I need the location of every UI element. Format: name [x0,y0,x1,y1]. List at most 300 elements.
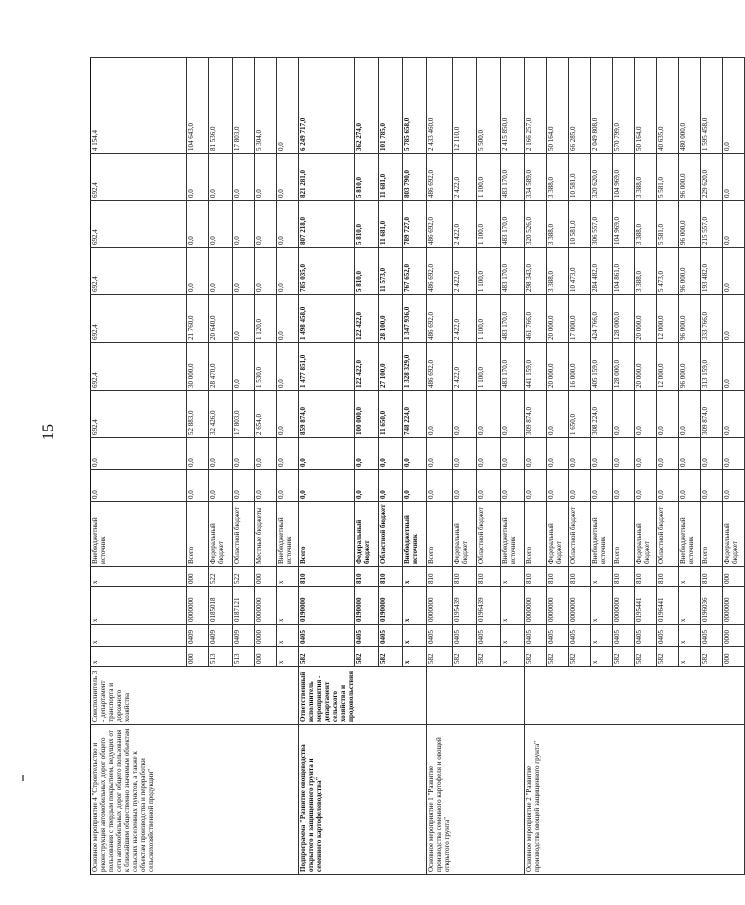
amount-cell: 2 049 808,0 [591,58,613,154]
amount-cell: 11 573,0 [379,248,403,295]
amount-cell: 0,0 [613,470,635,502]
amount-cell: 486 692,0 [427,295,453,343]
code-cell: 000 [187,647,209,667]
code-cell: 810 [657,567,679,587]
amount-cell: 0,0 [379,470,403,502]
amount-cell: 1 100,0 [477,154,501,201]
amount-cell: 52 883,0 [187,391,209,438]
amount-cell: 483 170,0 [501,295,525,343]
amount-cell: 320 620,0 [591,154,613,201]
amount-cell: 0,0 [233,201,255,248]
code-cell: 0405 [701,625,723,647]
source-cell: Областной бюджет [477,502,501,567]
table-body [91,58,745,875]
code-cell: 0000000 [613,587,635,625]
source-cell: Внебюджетный источник [403,502,427,567]
source-cell: Областной бюджет [233,502,255,567]
amount-cell: 2 422,0 [453,248,477,295]
code-cell: х [679,567,701,587]
amount-cell: 0,0 [635,391,657,438]
amount-cell: 0,0 [427,391,453,438]
amount-cell: 0,0 [591,470,613,502]
amount-cell: 28 100,0 [379,295,403,343]
amount-cell: 0,0 [723,154,745,201]
amount-cell: 767 652,0 [403,248,427,295]
code-cell: х [91,587,187,625]
code-cell: 0000000 [569,587,591,625]
source-cell: Внебюджетный источник [501,502,525,567]
source-cell: Федеральный бюджет [355,502,379,567]
code-cell: 0000000 [427,587,453,625]
code-cell: 0405 [477,625,501,647]
amount-cell: 5 785 658,0 [403,58,427,154]
code-cell: 582 [635,647,657,667]
code-cell: 0405 [657,625,679,647]
code-cell: 522 [209,567,233,587]
amount-cell: 81 536,0 [209,58,233,154]
code-cell: 000 [255,647,277,667]
amount-cell: 128 000,0 [613,343,635,391]
amount-cell: 3 388,0 [635,201,657,248]
source-cell: Местные бюджеты [255,502,277,567]
source-cell: Всего [613,502,635,567]
code-cell: х [91,647,187,667]
amount-cell: 0,0 [635,470,657,502]
amount-cell: 0,0 [277,470,299,502]
amount-cell: 0,0 [723,58,745,154]
amount-cell: 2 422,0 [453,201,477,248]
amount-cell: 3 388,0 [635,154,657,201]
amount-cell: 6 249 717,0 [299,58,355,154]
amount-cell: 0,0 [723,248,745,295]
amount-cell: 0,0 [453,391,477,438]
amount-cell: 101 785,0 [379,58,403,154]
page-number: 15 [40,424,57,440]
code-cell: 582 [547,647,569,667]
amount-cell: 0,0 [657,470,679,502]
amount-cell: 483 170,0 [501,343,525,391]
amount-cell: 50 164,0 [547,58,569,154]
amount-cell: 12 000,0 [657,343,679,391]
amount-cell: 692,4 [91,391,187,438]
code-cell: 810 [427,567,453,587]
amount-cell: 0,0 [427,438,453,470]
code-cell: 0405 [427,625,453,647]
amount-cell: 483 170,0 [501,248,525,295]
amount-cell: 0,0 [209,470,233,502]
code-cell: 810 [525,567,547,587]
amount-cell: 284 482,0 [591,248,613,295]
amount-cell: 2 415 850,0 [501,58,525,154]
amount-cell: 0,0 [477,391,501,438]
source-cell: Внебюджетный источник [679,502,701,567]
amount-cell: 0,0 [477,438,501,470]
amount-cell: 0,0 [355,438,379,470]
source-cell: Федеральный бюджет [209,502,233,567]
code-cell: х [591,567,613,587]
amount-cell: 2 433 460,0 [427,58,453,154]
amount-cell: 692,4 [91,201,187,248]
amount-cell: 17 803,0 [233,58,255,154]
source-cell: Областной бюджет [569,502,591,567]
amount-cell: 3 388,0 [547,201,569,248]
amount-cell: 0,0 [701,438,723,470]
code-cell: х [501,647,525,667]
code-cell: 0405 [547,625,569,647]
amount-cell: 0,0 [233,343,255,391]
amount-cell: 0,0 [255,154,277,201]
table-row [299,58,355,875]
amount-cell: 313 159,0 [701,343,723,391]
amount-cell: 104 969,0 [613,201,635,248]
amount-cell: 11 681,0 [379,154,403,201]
amount-cell: 486 692,0 [427,343,453,391]
amount-cell: 0,0 [255,201,277,248]
executor-cell: Ответственный исполнитель мероприятия - департамент сельского хозяйства и продовольствия [299,667,427,725]
amount-cell: 2 422,0 [453,295,477,343]
code-cell: 582 [569,647,591,667]
amount-cell: 5 473,0 [657,248,679,295]
amount-cell: 0,0 [635,438,657,470]
code-cell: 0195439 [453,587,477,625]
amount-cell: 0,0 [613,438,635,470]
program-name-cell: Основное мероприятие 1 "Развитие производства семенного картофеля и овощей открытого грунта" [427,725,525,875]
code-cell: х [679,647,701,667]
amount-cell: 0,0 [501,470,525,502]
amount-cell: 20 000,0 [635,295,657,343]
amount-cell: 0,0 [233,438,255,470]
amount-cell: 441 159,0 [525,343,547,391]
rotated-table-wrapper [90,58,739,875]
code-cell: 0190000 [355,587,379,625]
code-cell: х [679,587,701,625]
amount-cell: 362 274,0 [355,58,379,154]
amount-cell: 2 166 257,0 [525,58,547,154]
amount-cell: 748 224,0 [403,391,427,438]
amount-cell: 789 727,0 [403,201,427,248]
code-cell: 0187121 [233,587,255,625]
amount-cell: 0,0 [477,470,501,502]
amount-cell: 10 473,0 [569,248,591,295]
amount-cell: 1 100,0 [477,248,501,295]
amount-cell: 2 422,0 [453,343,477,391]
amount-cell: 0,0 [355,470,379,502]
code-cell: 810 [547,567,569,587]
amount-cell: 483 170,0 [501,154,525,201]
code-cell: 0405 [569,625,591,647]
amount-cell: 0,0 [501,438,525,470]
amount-cell: 104 861,0 [613,248,635,295]
amount-cell: 122 422,0 [355,343,379,391]
amount-cell: 0,0 [569,438,591,470]
amount-cell: 4 154,4 [91,58,187,154]
amount-cell: 0,0 [569,470,591,502]
amount-cell: 96 000,0 [679,248,701,295]
source-cell: Областной бюджет [657,502,679,567]
amount-cell: 30 000,0 [187,343,209,391]
amount-cell: 193 482,0 [701,248,723,295]
amount-cell: 0,0 [91,470,187,502]
amount-cell: 0,0 [299,438,355,470]
amount-cell: 2 654,0 [255,391,277,438]
code-cell: 582 [379,647,403,667]
amount-cell: 803 790,0 [403,154,427,201]
source-cell: Всего [427,502,453,567]
amount-cell: 486 692,0 [427,154,453,201]
code-cell: 0000 [723,625,745,647]
amount-cell: 5 500,0 [477,58,501,154]
code-cell: 0190000 [299,587,355,625]
amount-cell: 0,0 [233,248,255,295]
code-cell: 522 [233,567,255,587]
amount-cell: 96 000,0 [679,201,701,248]
table-row [427,58,453,875]
amount-cell: 483 170,0 [501,201,525,248]
code-cell: х [403,647,427,667]
code-cell: 0409 [209,625,233,647]
amount-cell: 1 498 458,0 [299,295,355,343]
amount-cell: 692,4 [91,343,187,391]
amount-cell: 0,0 [723,391,745,438]
amount-cell: 405 159,0 [591,343,613,391]
code-cell: 0405 [635,625,657,647]
amount-cell: 1 477 851,0 [299,343,355,391]
amount-cell: 20 000,0 [635,343,657,391]
amount-cell: 0,0 [591,438,613,470]
code-cell: 0196439 [477,587,501,625]
code-cell: х [679,625,701,647]
amount-cell: 0,0 [277,58,299,154]
source-cell: Внебюджетный источник [277,502,299,567]
source-cell: Внебюджетный источник [91,502,187,567]
amount-cell: 3 388,0 [635,248,657,295]
amount-cell: 0,0 [679,438,701,470]
amount-cell: 785 035,0 [299,248,355,295]
code-cell: 0000000 [547,587,569,625]
code-cell: х [91,625,187,647]
amount-cell: 0,0 [723,201,745,248]
amount-cell: 0,0 [723,295,745,343]
code-cell: 0196036 [701,587,723,625]
code-cell: 810 [613,567,635,587]
code-cell: 582 [701,647,723,667]
source-cell: Всего [525,502,547,567]
amount-cell: 0,0 [255,248,277,295]
amount-cell: 0,0 [277,295,299,343]
code-cell: х [277,647,299,667]
amount-cell: 0,0 [547,470,569,502]
amount-cell: 21 760,0 [187,295,209,343]
amount-cell: 27 100,0 [379,343,403,391]
amount-cell: 486 692,0 [427,248,453,295]
code-cell: 0190000 [379,587,403,625]
code-cell: х [277,625,299,647]
code-cell: 000 [255,567,277,587]
executor-cell [427,667,525,725]
amount-cell: 1 100,0 [477,201,501,248]
amount-cell: 0,0 [657,391,679,438]
code-cell: 810 [379,567,403,587]
amount-cell: 0,0 [723,470,745,502]
code-cell: 0409 [187,625,209,647]
amount-cell: 0,0 [453,438,477,470]
amount-cell: 17 803,0 [233,391,255,438]
code-cell: 582 [299,647,355,667]
amount-cell: 5 810,0 [355,201,379,248]
amount-cell: 1 120,0 [255,295,277,343]
amount-cell: 229 620,0 [701,154,723,201]
code-cell: 582 [613,647,635,667]
amount-cell: 1 530,0 [255,343,277,391]
source-cell: Федеральный бюджет [453,502,477,567]
amount-cell: 215 557,0 [701,201,723,248]
amount-cell: 461 766,0 [525,295,547,343]
table-row [91,58,187,875]
amount-cell: 50 164,0 [635,58,657,154]
amount-cell: 96 000,0 [679,295,701,343]
amount-cell: 692,4 [91,154,187,201]
amount-cell: 2 422,0 [453,154,477,201]
amount-cell: 0,0 [277,391,299,438]
amount-cell: 0,0 [613,391,635,438]
amount-cell: 309 874,0 [525,391,547,438]
amount-cell: 10 581,0 [569,154,591,201]
amount-cell: 0,0 [427,470,453,502]
amount-cell: 298 343,0 [525,248,547,295]
code-cell: 0405 [453,625,477,647]
amount-cell: 309 874,0 [701,391,723,438]
code-cell: 0000000 [187,587,209,625]
amount-cell: 320 526,0 [525,201,547,248]
amount-cell: 20 000,0 [547,343,569,391]
code-cell: 0185018 [209,587,233,625]
amount-cell: 0,0 [277,343,299,391]
code-cell: х [403,587,427,625]
amount-cell: 1 100,0 [477,343,501,391]
amount-cell: 0,0 [209,248,233,295]
amount-cell: 0,0 [277,248,299,295]
amount-cell: 0,0 [277,201,299,248]
scan-mark [22,775,24,781]
amount-cell: 5 810,0 [355,154,379,201]
amount-cell: 100 000,0 [355,391,379,438]
code-cell: 0000000 [723,587,745,625]
code-cell: 582 [525,647,547,667]
amount-cell: 859 874,0 [299,391,355,438]
budget-table [90,57,745,875]
code-cell: 0000 [255,625,277,647]
code-cell: х [591,647,613,667]
code-cell: 810 [453,567,477,587]
amount-cell: 306 557,0 [591,201,613,248]
code-cell: 810 [701,567,723,587]
code-cell: 810 [635,567,657,587]
code-cell: 810 [569,567,591,587]
code-cell: 0405 [525,625,547,647]
amount-cell: 570 799,0 [613,58,635,154]
code-cell: 000 [187,567,209,587]
amount-cell: 5 581,0 [657,154,679,201]
code-cell: 810 [355,567,379,587]
code-cell: 0405 [379,625,403,647]
code-cell: х [501,567,525,587]
amount-cell: 0,0 [255,470,277,502]
amount-cell: 0,0 [379,438,403,470]
amount-cell: 0,0 [723,438,745,470]
code-cell: 0000000 [255,587,277,625]
code-cell: 810 [477,567,501,587]
code-cell: х [501,625,525,647]
amount-cell: 0,0 [679,470,701,502]
amount-cell: 104 969,0 [613,154,635,201]
source-cell: Федеральный бюджет [723,502,745,567]
source-cell: Всего [187,502,209,567]
amount-cell: 0,0 [209,201,233,248]
source-cell: Всего [299,502,355,567]
code-cell: х [591,625,613,647]
amount-cell: 0,0 [209,154,233,201]
code-cell: х [403,625,427,647]
amount-cell: 0,0 [525,438,547,470]
program-name-cell: Подпрограмма "Развитие овощеводства открытого и защищенного грунта и семенного картофелеводства" [299,725,427,875]
amount-cell: 128 000,0 [613,295,635,343]
amount-cell: 5 810,0 [355,248,379,295]
amount-cell: 96 000,0 [679,154,701,201]
source-cell: Внебюджетный источник [591,502,613,567]
executor-cell [525,667,745,725]
amount-cell: 1 100,0 [477,295,501,343]
amount-cell: 692,4 [91,295,187,343]
amount-cell: 0,0 [679,391,701,438]
code-cell: х [91,567,187,587]
amount-cell: 0,0 [547,391,569,438]
amount-cell: 11 681,0 [379,201,403,248]
program-name-cell: Основное мероприятие 4 "Строительство и реконструкция автомобильных дорог общего пользования с твердым покрытием, ведущих от сети автомобильных дорог общего пользования к ближайшим общественно значимым объектам сельских населенных пунктов, а также к объектам производства и переработки сельскохозяйственной продукции" [91,725,299,875]
code-cell: 582 [355,647,379,667]
amount-cell: 0,0 [277,438,299,470]
amount-cell: 32 426,0 [209,391,233,438]
code-cell: 582 [427,647,453,667]
amount-cell: 480 000,0 [679,58,701,154]
amount-cell: 104 643,0 [187,58,209,154]
amount-cell: 0,0 [187,248,209,295]
amount-cell: 0,0 [453,470,477,502]
source-cell: Областной бюджет [379,502,403,567]
amount-cell: 807 218,0 [299,201,355,248]
amount-cell: 16 000,0 [569,343,591,391]
amount-cell: 0,0 [403,438,427,470]
code-cell: 0195441 [635,587,657,625]
source-cell: Федеральный бюджет [547,502,569,567]
amount-cell: 66 285,0 [569,58,591,154]
executor-cell: Соисполнитель 3 - департамент транспорта и дорожного хозяйства [91,667,299,725]
amount-cell: 0,0 [723,343,745,391]
amount-cell: 0,0 [501,391,525,438]
code-cell: 0405 [299,625,355,647]
amount-cell: 308 224,0 [591,391,613,438]
code-cell: 513 [233,647,255,667]
amount-cell: 1 328 329,0 [403,343,427,391]
amount-cell: 11 650,0 [379,391,403,438]
amount-cell: 17 000,0 [569,295,591,343]
code-cell: 582 [657,647,679,667]
amount-cell: 28 470,0 [209,343,233,391]
amount-cell: 486 692,0 [427,201,453,248]
source-cell: Всего [701,502,723,567]
amount-cell: 20 640,0 [209,295,233,343]
amount-cell: 0,0 [255,438,277,470]
code-cell: 0405 [613,625,635,647]
